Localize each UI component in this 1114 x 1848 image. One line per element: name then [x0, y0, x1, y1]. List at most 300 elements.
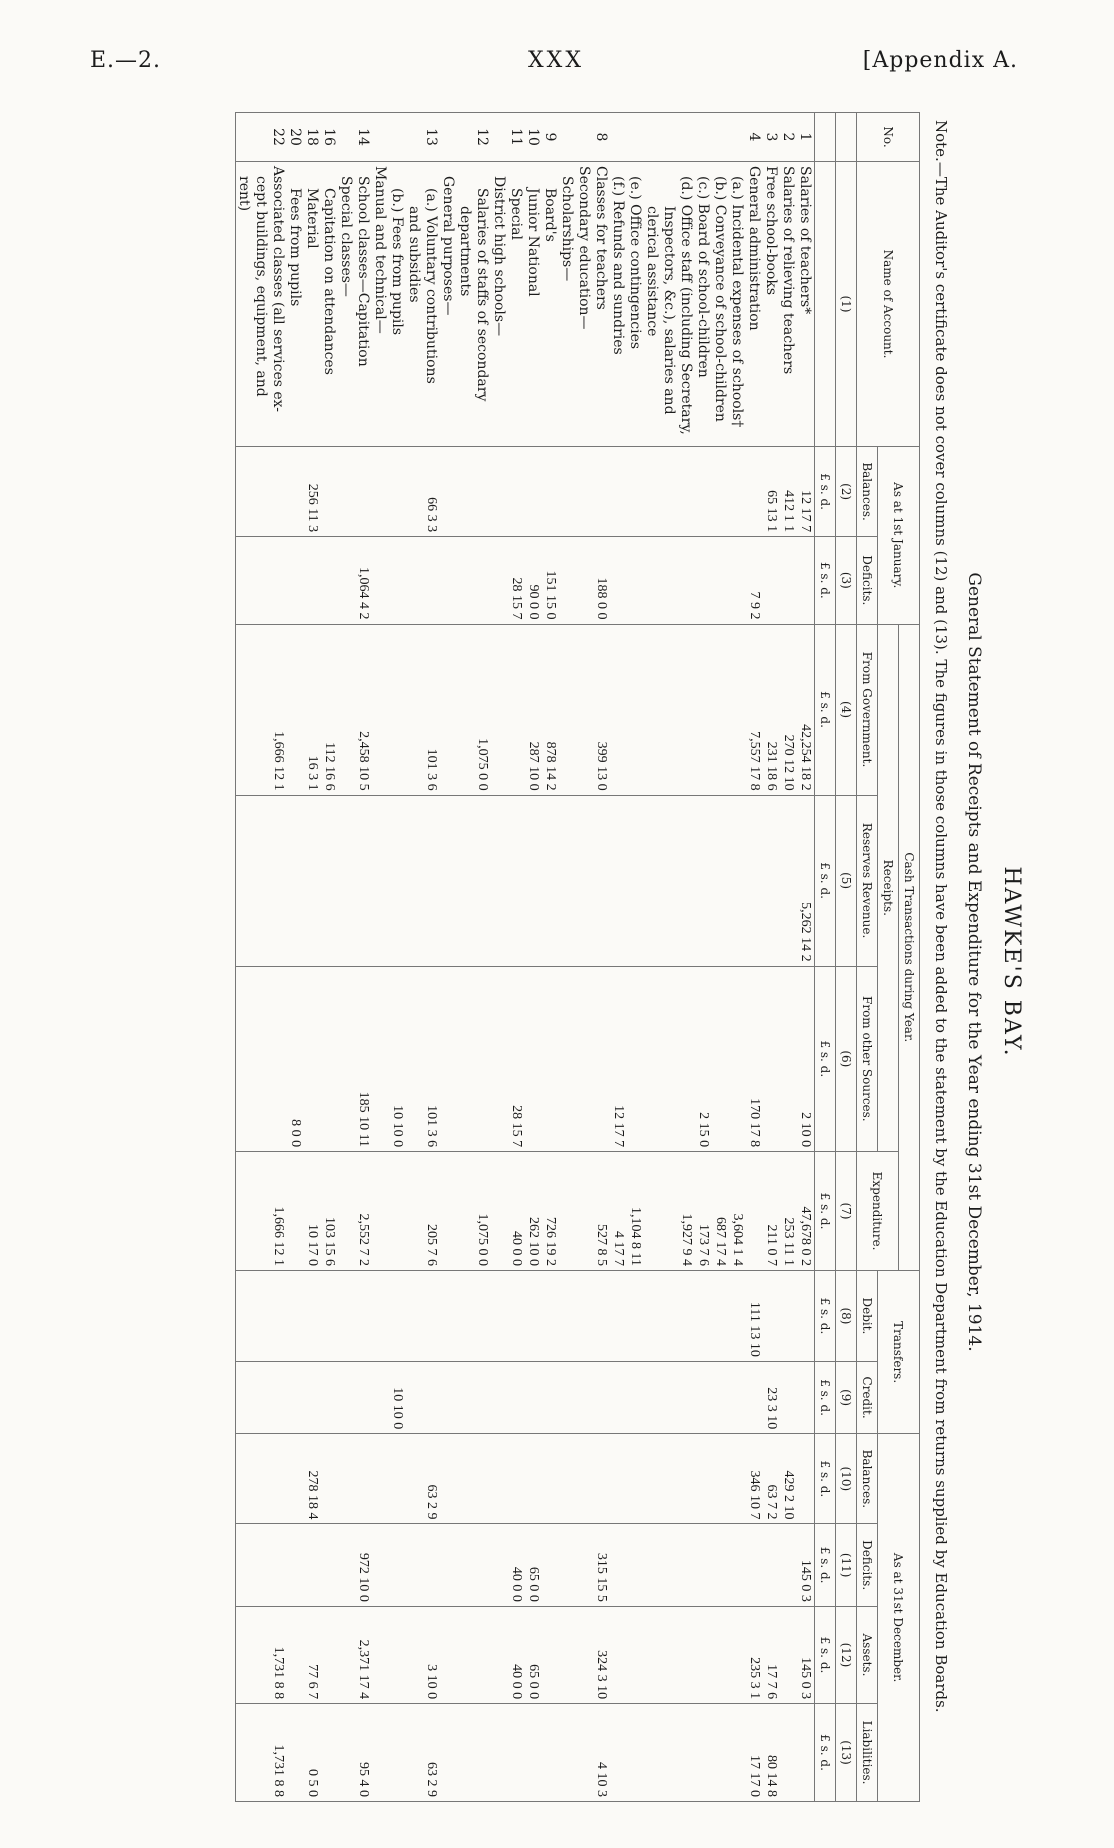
- amount-cell: [661, 795, 678, 966]
- amount-cell: [457, 966, 474, 1152]
- amount-cell: 40 0 0: [508, 1152, 525, 1271]
- column-number: (7): [836, 1152, 857, 1271]
- account-name: Associated classes (all services ex-: [270, 162, 287, 447]
- header-name: Name of Account.: [857, 162, 920, 447]
- row-number: [440, 113, 457, 162]
- amount-cell: [491, 1271, 508, 1362]
- amount-cell: [627, 1524, 644, 1606]
- amount-cell: [338, 1361, 355, 1433]
- amount-cell: [321, 966, 338, 1152]
- amount-cell: [321, 1361, 338, 1433]
- column-number: (5): [836, 795, 857, 966]
- amount-cell: [440, 1606, 457, 1703]
- account-name: Capitation on attendances: [321, 162, 338, 447]
- amount-cell: [627, 1606, 644, 1703]
- amount-cell: 12 17 7: [610, 966, 627, 1152]
- header-col-13: Liabilities.: [857, 1704, 878, 1802]
- amount-cell: [729, 447, 746, 537]
- row-number: [389, 113, 406, 162]
- amount-cell: 2 10 0: [797, 966, 815, 1152]
- row-number: [661, 113, 678, 162]
- amount-cell: [372, 624, 389, 795]
- amount-cell: 235 3 1: [746, 1606, 763, 1703]
- column-number: (11): [836, 1524, 857, 1606]
- amount-cell: [542, 1271, 559, 1362]
- amount-cell: 40 0 0: [508, 1606, 525, 1703]
- amount-cell: [321, 795, 338, 966]
- amount-cell: [287, 1606, 304, 1703]
- amount-cell: [440, 966, 457, 1152]
- amount-cell: [338, 1524, 355, 1606]
- amount-cell: [321, 1606, 338, 1703]
- header-col-10: Balances.: [857, 1434, 878, 1524]
- amount-cell: [678, 1434, 695, 1524]
- amount-cell: [321, 537, 338, 624]
- amount-cell: [355, 1271, 372, 1362]
- row-number: [644, 113, 661, 162]
- row-number: [457, 113, 474, 162]
- amount-cell: [236, 1606, 254, 1703]
- statement-table: [235, 112, 920, 1802]
- amount-cell: [661, 447, 678, 537]
- amount-cell: [644, 795, 661, 966]
- amount-cell: [508, 1361, 525, 1433]
- amount-cell: [372, 537, 389, 624]
- amount-cell: [593, 1361, 610, 1433]
- account-name: departments: [457, 162, 474, 447]
- amount-cell: 95 4 0: [355, 1704, 372, 1802]
- amount-cell: [270, 447, 287, 537]
- amount-cell: [457, 1271, 474, 1362]
- header-col-6: From other Sources.: [857, 966, 878, 1152]
- amount-cell: [576, 624, 593, 795]
- amount-cell: [559, 1524, 576, 1606]
- amount-cell: 7,557 17 8: [746, 624, 763, 795]
- amount-cell: [627, 624, 644, 795]
- amount-cell: [253, 1606, 270, 1703]
- account-name: Board's: [542, 162, 559, 447]
- amount-cell: [406, 1606, 423, 1703]
- amount-cell: [593, 1434, 610, 1524]
- page-number: XXX: [528, 48, 584, 73]
- table-row: [610, 113, 627, 1802]
- amount-cell: [253, 1434, 270, 1524]
- amount-cell: [474, 1704, 491, 1802]
- amount-cell: [678, 1271, 695, 1362]
- account-name: Salaries of teachers*: [797, 162, 815, 447]
- amount-cell: 205 7 6: [423, 1152, 440, 1271]
- amount-cell: [559, 1361, 576, 1433]
- amount-cell: [236, 1524, 254, 1606]
- amount-cell: 112 16 6: [321, 624, 338, 795]
- amount-cell: [406, 1524, 423, 1606]
- amount-cell: [253, 966, 270, 1152]
- amount-cell: [389, 1606, 406, 1703]
- amount-cell: [678, 795, 695, 966]
- amount-cell: 111 13 10: [746, 1271, 763, 1362]
- amount-cell: [576, 795, 593, 966]
- amount-cell: [576, 1606, 593, 1703]
- amount-cell: 3 10 0: [423, 1606, 440, 1703]
- amount-cell: [610, 1606, 627, 1703]
- amount-cell: [457, 1704, 474, 1802]
- amount-cell: [355, 447, 372, 537]
- amount-cell: [491, 1152, 508, 1271]
- amount-cell: [338, 537, 355, 624]
- amount-cell: [474, 966, 491, 1152]
- amount-cell: 28 15 7: [508, 966, 525, 1152]
- amount-cell: [372, 1152, 389, 1271]
- account-name: (f.) Refunds and sundries: [610, 162, 627, 447]
- amount-cell: 2,552 7 2: [355, 1152, 372, 1271]
- column-unit-row: [815, 113, 836, 1802]
- rotated-statement: [234, 112, 1024, 1812]
- amount-cell: [610, 1524, 627, 1606]
- amount-cell: [474, 447, 491, 537]
- amount-cell: 1,075 0 0: [474, 1152, 491, 1271]
- amount-cell: 324 3 10: [593, 1606, 610, 1703]
- table-row: [678, 113, 695, 1802]
- amount-cell: [355, 795, 372, 966]
- amount-cell: [406, 1271, 423, 1362]
- row-number: 12: [474, 113, 491, 162]
- amount-cell: [253, 1152, 270, 1271]
- amount-cell: [474, 1434, 491, 1524]
- amount-cell: [423, 537, 440, 624]
- statement-rows: [236, 113, 815, 1802]
- row-number: 10: [525, 113, 542, 162]
- amount-cell: 17 7 6: [763, 1606, 780, 1703]
- amount-cell: 80 14 8: [763, 1704, 780, 1802]
- column-number: (1): [836, 162, 857, 447]
- column-number: (8): [836, 1271, 857, 1362]
- amount-cell: [661, 1524, 678, 1606]
- amount-cell: [729, 1361, 746, 1433]
- amount-cell: [304, 966, 321, 1152]
- amount-cell: [695, 1606, 712, 1703]
- column-number: (9): [836, 1361, 857, 1433]
- amount-cell: [627, 1271, 644, 1362]
- column-number: (4): [836, 624, 857, 795]
- table-row: [644, 113, 661, 1802]
- amount-cell: 527 8 5: [593, 1152, 610, 1271]
- amount-cell: [423, 1524, 440, 1606]
- row-number: 14: [355, 113, 372, 162]
- row-number: [253, 113, 270, 162]
- account-name: (e.) Office contingencies: [627, 162, 644, 447]
- amount-cell: [389, 447, 406, 537]
- amount-cell: [610, 1361, 627, 1433]
- row-number: 2: [780, 113, 797, 162]
- header-col-9: Credit.: [857, 1361, 878, 1433]
- amount-cell: [678, 537, 695, 624]
- amount-cell: [406, 1152, 423, 1271]
- amount-cell: [304, 1271, 321, 1362]
- amount-cell: [695, 1704, 712, 1802]
- amount-cell: [780, 537, 797, 624]
- amount-cell: 23 3 10: [763, 1361, 780, 1433]
- amount-cell: [797, 1271, 815, 1362]
- amount-cell: [236, 1704, 254, 1802]
- amount-cell: [491, 966, 508, 1152]
- amount-cell: [372, 1271, 389, 1362]
- amount-cell: [644, 1704, 661, 1802]
- table-row: [525, 113, 542, 1802]
- amount-cell: [542, 1606, 559, 1703]
- amount-cell: [763, 1524, 780, 1606]
- amount-cell: [406, 966, 423, 1152]
- amount-cell: [440, 537, 457, 624]
- amount-cell: [576, 537, 593, 624]
- amount-cell: 346 10 7: [746, 1434, 763, 1524]
- column-unit: £ s. d.: [815, 1524, 836, 1606]
- table-row: [542, 113, 559, 1802]
- row-number: 3: [763, 113, 780, 162]
- table-row: [559, 113, 576, 1802]
- amount-cell: [542, 966, 559, 1152]
- amount-cell: [270, 1271, 287, 1362]
- amount-cell: 8 0 0: [287, 966, 304, 1152]
- amount-cell: [746, 795, 763, 966]
- amount-cell: 65 0 0: [525, 1524, 542, 1606]
- amount-cell: [661, 1361, 678, 1433]
- amount-cell: 47,678 0 2: [797, 1152, 815, 1271]
- amount-cell: [253, 1271, 270, 1362]
- table-row: [440, 113, 457, 1802]
- amount-cell: 1,731 8 8: [270, 1606, 287, 1703]
- table-row: [338, 113, 355, 1802]
- header-col-8: Debit.: [857, 1271, 878, 1362]
- header-dec: As at 31st December.: [878, 1434, 920, 1802]
- table-row: [627, 113, 644, 1802]
- amount-cell: [236, 624, 254, 795]
- amount-cell: [372, 1606, 389, 1703]
- amount-cell: [423, 1271, 440, 1362]
- amount-cell: [627, 537, 644, 624]
- account-name: Material: [304, 162, 321, 447]
- amount-cell: [729, 966, 746, 1152]
- amount-cell: [678, 447, 695, 537]
- amount-cell: 0 5 0: [304, 1704, 321, 1802]
- column-number: (6): [836, 966, 857, 1152]
- amount-cell: [525, 1271, 542, 1362]
- amount-cell: [253, 624, 270, 795]
- account-name: Manual and technical—: [372, 162, 389, 447]
- amount-cell: [644, 1606, 661, 1703]
- amount-cell: [423, 795, 440, 966]
- header-no: No.: [857, 113, 920, 162]
- amount-cell: [576, 1524, 593, 1606]
- amount-cell: [338, 1152, 355, 1271]
- amount-cell: [593, 966, 610, 1152]
- column-number: (12): [836, 1606, 857, 1703]
- amount-cell: [457, 1524, 474, 1606]
- account-name: Junior National: [525, 162, 542, 447]
- amount-cell: [712, 1606, 729, 1703]
- amount-cell: 63 2 9: [423, 1704, 440, 1802]
- amount-cell: [236, 1152, 254, 1271]
- column-unit: £ s. d.: [815, 447, 836, 537]
- amount-cell: 185 10 11: [355, 966, 372, 1152]
- row-number: [610, 113, 627, 162]
- amount-cell: 12 17 7: [797, 447, 815, 537]
- amount-cell: [372, 795, 389, 966]
- column-unit: [815, 162, 836, 447]
- row-number: [372, 113, 389, 162]
- column-unit: £ s. d.: [815, 795, 836, 966]
- amount-cell: [287, 1271, 304, 1362]
- amount-cell: [576, 1152, 593, 1271]
- amount-cell: [695, 795, 712, 966]
- table-row: [797, 113, 815, 1802]
- amount-cell: [559, 1271, 576, 1362]
- amount-cell: 687 17 4: [712, 1152, 729, 1271]
- table-row: [372, 113, 389, 1802]
- amount-cell: [661, 1704, 678, 1802]
- amount-cell: [644, 537, 661, 624]
- column-number: (10): [836, 1434, 857, 1524]
- amount-cell: 3,604 1 4: [729, 1152, 746, 1271]
- account-name: Scholarships—: [559, 162, 576, 447]
- amount-cell: 1,075 0 0: [474, 624, 491, 795]
- amount-cell: [576, 447, 593, 537]
- amount-cell: [610, 537, 627, 624]
- amount-cell: [457, 624, 474, 795]
- amount-cell: 253 11 1: [780, 1152, 797, 1271]
- row-number: [559, 113, 576, 162]
- amount-cell: 231 18 6: [763, 624, 780, 795]
- amount-cell: [780, 795, 797, 966]
- amount-cell: [627, 447, 644, 537]
- amount-cell: [525, 447, 542, 537]
- row-number: 20: [287, 113, 304, 162]
- amount-cell: [440, 1361, 457, 1433]
- amount-cell: [440, 447, 457, 537]
- amount-cell: 7 9 2: [746, 537, 763, 624]
- amount-cell: [321, 1704, 338, 1802]
- column-unit: £ s. d.: [815, 624, 836, 795]
- amount-cell: 65 13 1: [763, 447, 780, 537]
- amount-cell: 315 15 5: [593, 1524, 610, 1606]
- amount-cell: 726 19 2: [542, 1152, 559, 1271]
- amount-cell: [695, 1271, 712, 1362]
- amount-cell: [491, 795, 508, 966]
- table-row: [321, 113, 338, 1802]
- amount-cell: [576, 1434, 593, 1524]
- table-row: [270, 113, 287, 1802]
- amount-cell: [236, 537, 254, 624]
- amount-cell: [729, 1271, 746, 1362]
- amount-cell: 878 14 2: [542, 624, 559, 795]
- amount-cell: [355, 1361, 372, 1433]
- row-number: [576, 113, 593, 162]
- column-number: (2): [836, 447, 857, 537]
- amount-cell: [610, 795, 627, 966]
- amount-cell: [270, 966, 287, 1152]
- account-name: District high schools—: [491, 162, 508, 447]
- amount-cell: [338, 447, 355, 537]
- amount-cell: 1,666 12 1: [270, 1152, 287, 1271]
- amount-cell: [457, 447, 474, 537]
- amount-cell: [695, 447, 712, 537]
- account-name: (b.) Conveyance of school-children: [712, 162, 729, 447]
- amount-cell: [712, 1434, 729, 1524]
- amount-cell: 103 15 6: [321, 1152, 338, 1271]
- account-name: Fees from pupils: [287, 162, 304, 447]
- amount-cell: [508, 624, 525, 795]
- amount-cell: [338, 1434, 355, 1524]
- table-row: [780, 113, 797, 1802]
- account-name: cept buildings, equipment, and: [253, 162, 270, 447]
- amount-cell: [321, 1271, 338, 1362]
- amount-cell: [236, 795, 254, 966]
- amount-cell: [253, 795, 270, 966]
- amount-cell: 188 0 0: [593, 537, 610, 624]
- amount-cell: [406, 1434, 423, 1524]
- amount-cell: 10 10 0: [389, 966, 406, 1152]
- row-number: 9: [542, 113, 559, 162]
- row-number: 18: [304, 113, 321, 162]
- account-name: Special classes—: [338, 162, 355, 447]
- column-unit: £ s. d.: [815, 1704, 836, 1802]
- amount-cell: [508, 1434, 525, 1524]
- amount-cell: [593, 447, 610, 537]
- table-row: [712, 113, 729, 1802]
- amount-cell: 1,104 8 11: [627, 1152, 644, 1271]
- amount-cell: [746, 1361, 763, 1433]
- column-number: (13): [836, 1704, 857, 1802]
- amount-cell: 90 0 0: [525, 537, 542, 624]
- amount-cell: [763, 795, 780, 966]
- account-name: (b.) Fees from pupils: [389, 162, 406, 447]
- amount-cell: [287, 1361, 304, 1433]
- row-number: [695, 113, 712, 162]
- amount-cell: [389, 1704, 406, 1802]
- header-cash: Cash Transactions during Year.: [899, 624, 920, 1271]
- amount-cell: [559, 1606, 576, 1703]
- amount-cell: [253, 1704, 270, 1802]
- amount-cell: [678, 1524, 695, 1606]
- amount-cell: [406, 537, 423, 624]
- amount-cell: [236, 447, 254, 537]
- amount-cell: [746, 447, 763, 537]
- amount-cell: [780, 966, 797, 1152]
- amount-cell: [661, 1152, 678, 1271]
- amount-cell: [270, 1524, 287, 1606]
- amount-cell: [559, 537, 576, 624]
- amount-cell: [559, 1434, 576, 1524]
- amount-cell: [389, 1524, 406, 1606]
- row-number: [338, 113, 355, 162]
- amount-cell: [491, 1434, 508, 1524]
- header-no-blank: [836, 113, 857, 162]
- amount-cell: 42,254 18 2: [797, 624, 815, 795]
- column-unit: £ s. d.: [815, 1271, 836, 1362]
- column-unit: £ s. d.: [815, 1361, 836, 1433]
- amount-cell: 1,666 12 1: [270, 624, 287, 795]
- amount-cell: 66 3 3: [423, 447, 440, 537]
- amount-cell: [593, 1271, 610, 1362]
- amount-cell: [729, 1434, 746, 1524]
- amount-cell: [304, 1524, 321, 1606]
- amount-cell: 145 0 3: [797, 1606, 815, 1703]
- amount-cell: 2,458 10 5: [355, 624, 372, 795]
- amount-cell: 65 0 0: [525, 1606, 542, 1703]
- row-number: 8: [593, 113, 610, 162]
- amount-cell: [661, 537, 678, 624]
- amount-cell: [525, 1434, 542, 1524]
- amount-cell: [253, 537, 270, 624]
